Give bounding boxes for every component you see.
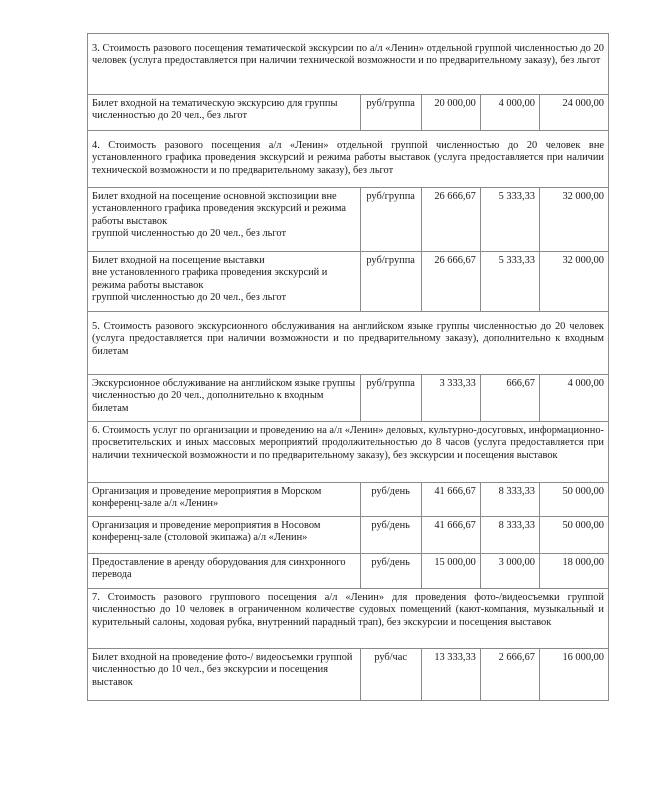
section-header-row bbox=[88, 131, 609, 188]
service-name-line: группой численностью до 20 чел., без льгот bbox=[92, 227, 287, 239]
price-without-vat: 26 666,67 bbox=[421, 188, 480, 252]
service-name: Предоставление в аренду оборудования для синхронного перевода bbox=[88, 554, 361, 589]
price-total: 50 000,00 bbox=[539, 517, 608, 554]
vat-amount: 3 000,00 bbox=[480, 554, 539, 589]
service-name bbox=[88, 252, 361, 312]
price-without-vat: 41 666,67 bbox=[421, 517, 480, 554]
table-row bbox=[88, 554, 609, 589]
section-header-row bbox=[88, 34, 609, 95]
unit: руб/день bbox=[360, 517, 421, 554]
price-total: 16 000,00 bbox=[539, 649, 608, 701]
service-name-line: группой численностью до 20 чел., без льгот bbox=[92, 291, 287, 303]
vat-amount: 2 666,67 bbox=[480, 649, 539, 701]
vat-amount: 4 000,00 bbox=[480, 95, 539, 131]
service-name-line: Билет входной на посещение выставки bbox=[92, 255, 265, 266]
unit: руб/день bbox=[360, 483, 421, 517]
service-name: Билет входной на тематическую экскурсию для группы численностью до 20 чел., без льгот bbox=[88, 95, 361, 131]
service-name: Организация и проведение мероприятия в Носовом конференц-зале (столовой экипажа) а/л «Ленин» bbox=[88, 517, 361, 554]
price-total: 32 000,00 bbox=[539, 188, 608, 252]
unit: руб/группа bbox=[360, 252, 421, 312]
price-total: 4 000,00 bbox=[539, 375, 608, 422]
service-name-line: вне установленного графика проведения экскурсий и режима работы выставок bbox=[92, 267, 328, 291]
vat-amount: 8 333,33 bbox=[480, 483, 539, 517]
price-total: 24 000,00 bbox=[539, 95, 608, 131]
section-title: 4. Стоимость разового посещения а/л «Ленин» отдельной группой численностью до 20 человек вне установленного графика проведения экскурсий и режима работы выставок (услуга предоставляется при наличии технической возможности и по предварительному заказу), без льгот bbox=[88, 131, 609, 188]
vat-amount: 5 333,33 bbox=[480, 188, 539, 252]
price-without-vat: 15 000,00 bbox=[421, 554, 480, 589]
table-row bbox=[88, 375, 609, 422]
service-name: Экскурсионное обслуживание на английском языке группы численностью до 20 чел., дополнительно к входным билетам bbox=[88, 375, 361, 422]
table-row bbox=[88, 649, 609, 701]
price-without-vat: 26 666,67 bbox=[421, 252, 480, 312]
service-name-line: Билет входной на посещение основной экспозиции вне установленного графика проведения экскурсий и режима работы выставок bbox=[92, 191, 346, 227]
price-without-vat: 3 333,33 bbox=[421, 375, 480, 422]
section-header-row bbox=[88, 422, 609, 483]
section-title: 6. Стоимость услуг по организации и проведению на а/л «Ленин» деловых, культурно-досуговых, информационно-просветительских и иных массовых мероприятий продолжительностью до 8 часов (услуга предоставляется при наличии технической возможности и по предварительному заказу), без экскурсии и посещения выставок bbox=[88, 422, 609, 483]
section-title: 5. Стоимость разового экскурсионного обслуживания на английском языке группы численностью до 20 человек (услуга предоставляется при наличии возможности и по предварительному заказу), дополнительно к входным билетам bbox=[88, 312, 609, 375]
vat-amount: 8 333,33 bbox=[480, 517, 539, 554]
vat-amount: 5 333,33 bbox=[480, 252, 539, 312]
service-name bbox=[88, 188, 361, 252]
price-total: 50 000,00 bbox=[539, 483, 608, 517]
service-name: Билет входной на проведение фото-/ видеосъемки группой численностью до 10 чел., без экскурсии и посещения выставок bbox=[88, 649, 361, 701]
section-header-row bbox=[88, 312, 609, 375]
price-without-vat: 13 333,33 bbox=[421, 649, 480, 701]
price-without-vat: 41 666,67 bbox=[421, 483, 480, 517]
table-row bbox=[88, 95, 609, 131]
unit: руб/группа bbox=[360, 188, 421, 252]
section-header-row bbox=[88, 589, 609, 649]
section-title: 7. Стоимость разового группового посещения а/л «Ленин» для проведения фото-/видеосъемки группой численностью до 10 человек в ограниченном количестве судовых помещений (кают-компания, музыкальный и курительный салоны, ходовая рубка, внутренний парадный трап), без экскурсии и посещения выставок bbox=[88, 589, 609, 649]
section-title: 3. Стоимость разового посещения тематической экскурсии по а/л «Ленин» отдельной группой численностью до 20 человек (услуга предоставляется при наличии технической возможности и по предварительному заказу), без льгот bbox=[88, 34, 609, 95]
price-total: 18 000,00 bbox=[539, 554, 608, 589]
unit: руб/группа bbox=[360, 375, 421, 422]
table-row bbox=[88, 188, 609, 252]
table-row bbox=[88, 483, 609, 517]
unit: руб/группа bbox=[360, 95, 421, 131]
vat-amount: 666,67 bbox=[480, 375, 539, 422]
unit: руб/час bbox=[360, 649, 421, 701]
table-row bbox=[88, 517, 609, 554]
price-without-vat: 20 000,00 bbox=[421, 95, 480, 131]
price-table bbox=[87, 33, 609, 701]
table-row bbox=[88, 252, 609, 312]
service-name: Организация и проведение мероприятия в Морском конференц-зале а/л «Ленин» bbox=[88, 483, 361, 517]
price-total: 32 000,00 bbox=[539, 252, 608, 312]
unit: руб/день bbox=[360, 554, 421, 589]
